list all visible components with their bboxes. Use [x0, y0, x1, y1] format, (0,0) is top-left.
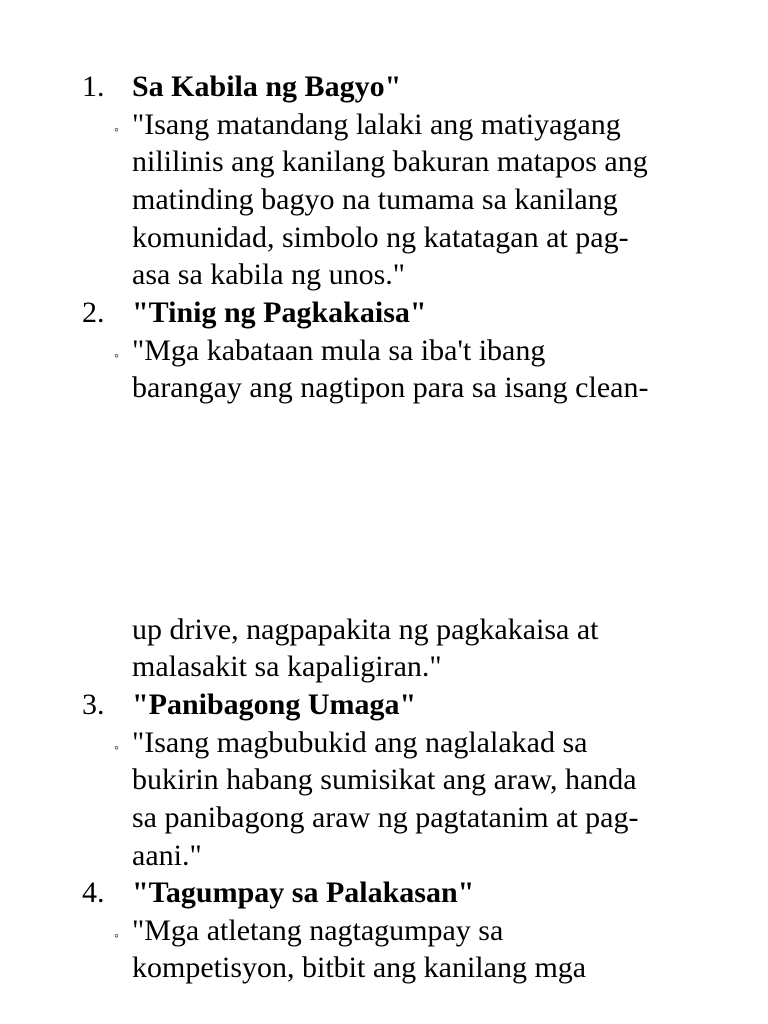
bullet-icon: ◦	[114, 741, 119, 756]
item-title: Sa Kabila ng Bagyo"	[132, 70, 402, 103]
item-number: 4.	[82, 876, 105, 909]
bullet-icon: ◦	[114, 349, 119, 364]
item-number: 3.	[82, 688, 105, 721]
item-text-line: up drive, nagpapakita ng pagkakaisa at	[132, 613, 599, 646]
bullet-icon: ◦	[114, 929, 119, 944]
item-text-line: matinding bagyo na tumama sa kanilang	[132, 183, 618, 216]
item-text-line: "Mga kabataan mula sa iba't ibang	[132, 334, 546, 367]
item-text-line: komunidad, simbolo ng katatagan at pag-	[132, 221, 629, 254]
item-number: 1.	[82, 70, 105, 103]
item-text-line: barangay ang nagtipon para sa isang clean-	[132, 371, 649, 404]
item-title: "Tagumpay sa Palakasan"	[132, 876, 475, 909]
item-text-line: aani."	[132, 839, 202, 872]
item-text-line: bukirin habang sumisikat ang araw, handa	[132, 763, 637, 796]
item-text-line: "Isang matandang lalaki ang matiyagang	[132, 108, 621, 141]
item-text-line: "Isang magbubukid ang naglalakad sa	[132, 726, 588, 759]
bullet-icon: ◦	[114, 123, 119, 138]
item-title: "Panibagong Umaga"	[132, 688, 417, 721]
item-text-line: "Mga atletang nagtagumpay sa	[132, 914, 504, 947]
item-title: "Tinig ng Pagkakaisa"	[132, 296, 427, 329]
item-text-line: malasakit sa kapaligiran."	[132, 650, 442, 683]
item-text-line: sa panibagong araw ng pagtatanim at pag-	[132, 801, 639, 834]
item-text-line: kompetisyon, bitbit ang kanilang mga	[132, 951, 587, 984]
item-number: 2.	[82, 296, 105, 329]
item-text-line: nililinis ang kanilang bakuran matapos ang	[132, 145, 648, 178]
item-text-line: asa sa kabila ng unos."	[132, 258, 406, 291]
